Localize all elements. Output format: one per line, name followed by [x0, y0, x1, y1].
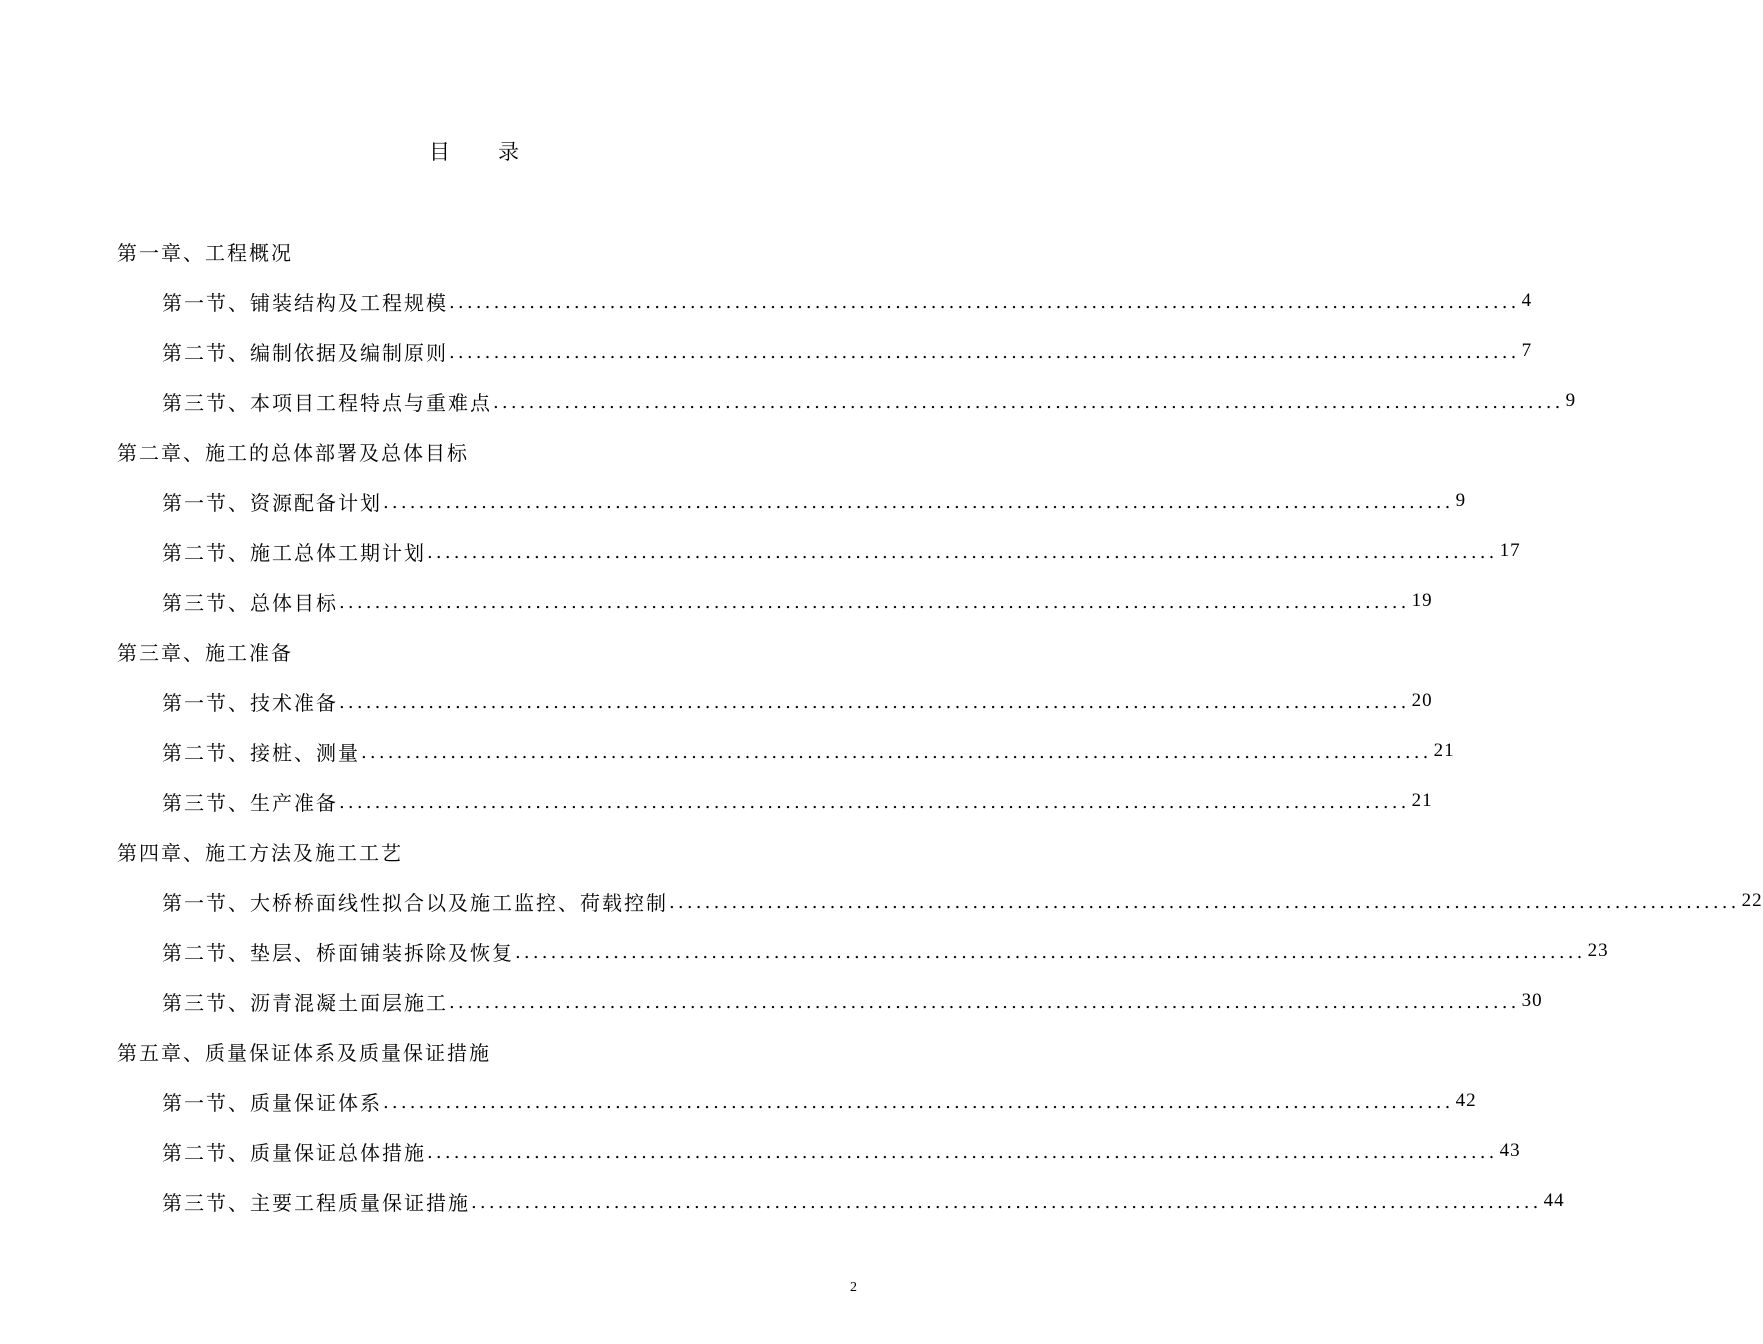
toc-chapter-label: 第二章、施工的总体部署及总体目标: [117, 440, 469, 465]
toc-section-label: 第二节、质量保证总体措施: [162, 1140, 426, 1165]
toc-section-label: 第二节、施工总体工期计划: [162, 540, 426, 565]
toc-section-entry[interactable]: [0, 926, 1609, 976]
toc-page-number: 30: [1521, 990, 1543, 1011]
page-number: 2: [850, 1280, 857, 1295]
toc-leader-dots: ........................................................................................................................: [669, 891, 1740, 913]
toc-section-label: 第三节、主要工程质量保证措施: [162, 1190, 470, 1215]
toc-chapter-label: 第一章、工程概况: [117, 240, 293, 265]
toc-page-number: 21: [1411, 790, 1433, 811]
toc-section-label: 第二节、垫层、桥面铺装拆除及恢复: [162, 940, 514, 965]
toc-section-label: 第二节、编制依据及编制原则: [162, 340, 448, 365]
toc-leader-dots: ........................................................................................................................: [449, 991, 1520, 1013]
toc-section-entry[interactable]: [0, 776, 1433, 826]
toc-chapter-entry[interactable]: [0, 1026, 950, 1076]
toc-title-left: 目: [429, 140, 452, 164]
toc-section-label: 第三节、生产准备: [162, 790, 338, 815]
toc-section-entry[interactable]: [0, 676, 1433, 726]
toc-page-number: 9: [1455, 490, 1467, 511]
toc-section-label: 第一节、资源配备计划: [162, 490, 382, 515]
toc-chapter-label: 第四章、施工方法及施工工艺: [117, 840, 403, 865]
toc-leader-dots: ........................................................................................................................: [449, 291, 1520, 313]
toc-leader-dots: ........................................................................................................................: [361, 741, 1432, 763]
toc-section-entry[interactable]: [0, 1076, 1477, 1126]
toc-chapter-entry[interactable]: [0, 226, 950, 276]
toc-page-number: 22: [1741, 890, 1763, 911]
toc-section-entry[interactable]: [0, 326, 1533, 376]
table-of-contents: [0, 226, 1763, 1226]
toc-chapter-label: 第五章、质量保证体系及质量保证措施: [117, 1040, 491, 1065]
toc-leader-dots: ........................................................................................................................: [471, 1191, 1542, 1213]
toc-leader-dots: ........................................................................................................................: [427, 541, 1498, 563]
toc-chapter-entry[interactable]: [0, 426, 950, 476]
toc-page-number: 21: [1433, 740, 1455, 761]
toc-page-number: 7: [1521, 340, 1533, 361]
toc-section-label: 第三节、本项目工程特点与重难点: [162, 390, 492, 415]
toc-section-label: 第一节、铺装结构及工程规模: [162, 290, 448, 315]
toc-title-right: 录: [498, 140, 521, 164]
toc-page-number: 43: [1499, 1140, 1521, 1161]
toc-page-number: 20: [1411, 690, 1433, 711]
toc-section-label: 第二节、接桩、测量: [162, 740, 360, 765]
toc-leader-dots: ........................................................................................................................: [493, 391, 1564, 413]
toc-section-label: 第三节、总体目标: [162, 590, 338, 615]
toc-leader-dots: ........................................................................................................................: [383, 491, 1454, 513]
toc-section-entry[interactable]: [0, 476, 1467, 526]
toc-page-number: 23: [1587, 940, 1609, 961]
toc-section-entry[interactable]: [0, 1126, 1521, 1176]
toc-leader-dots: ........................................................................................................................: [383, 1091, 1454, 1113]
toc-section-entry[interactable]: [0, 276, 1533, 326]
toc-chapter-entry[interactable]: [0, 826, 950, 876]
toc-page-number: 4: [1521, 290, 1533, 311]
toc-leader-dots: ........................................................................................................................: [515, 941, 1586, 963]
toc-page-number: 9: [1565, 390, 1577, 411]
toc-section-label: 第一节、大桥桥面线性拟合以及施工监控、荷载控制: [162, 890, 668, 915]
toc-chapter-entry[interactable]: [0, 626, 950, 676]
toc-chapter-label: 第三章、施工准备: [117, 640, 293, 665]
toc-page-number: 17: [1499, 540, 1521, 561]
toc-section-label: 第一节、质量保证体系: [162, 1090, 382, 1115]
toc-section-entry[interactable]: [0, 576, 1433, 626]
toc-section-entry[interactable]: [0, 376, 1577, 426]
toc-section-label: 第三节、沥青混凝土面层施工: [162, 990, 448, 1015]
toc-title: [0, 136, 950, 166]
toc-leader-dots: ........................................................................................................................: [449, 341, 1520, 363]
toc-section-entry[interactable]: [0, 526, 1521, 576]
toc-leader-dots: ........................................................................................................................: [339, 791, 1410, 813]
toc-page-number: 44: [1543, 1190, 1565, 1211]
toc-section-entry[interactable]: [0, 876, 1763, 926]
toc-section-label: 第一节、技术准备: [162, 690, 338, 715]
toc-page-number: 42: [1455, 1090, 1477, 1111]
toc-page-number: 19: [1411, 590, 1433, 611]
toc-leader-dots: ........................................................................................................................: [339, 591, 1410, 613]
toc-section-entry[interactable]: [0, 976, 1543, 1026]
toc-leader-dots: ........................................................................................................................: [339, 691, 1410, 713]
toc-section-entry[interactable]: [0, 1176, 1565, 1226]
toc-section-entry[interactable]: [0, 726, 1455, 776]
toc-leader-dots: ........................................................................................................................: [427, 1141, 1498, 1163]
